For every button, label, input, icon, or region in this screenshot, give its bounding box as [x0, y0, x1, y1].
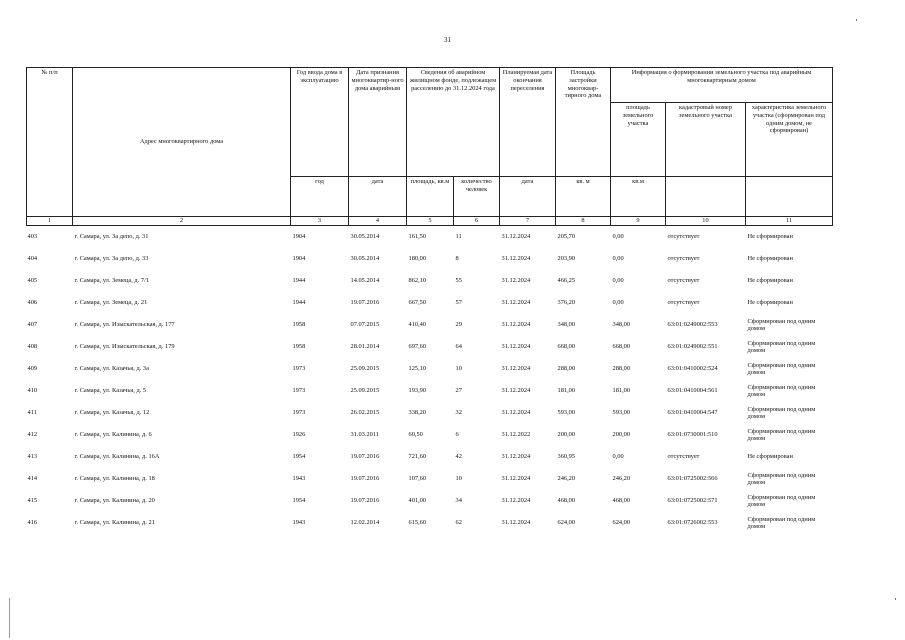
- row-land-area: 288,00: [612, 365, 631, 373]
- row-num: 414: [27, 475, 38, 483]
- row-built-area: 593,00: [557, 409, 576, 417]
- row-land-area: 181,00: [612, 387, 631, 395]
- table-row: [27, 512, 833, 534]
- row-num: 404: [27, 255, 38, 263]
- row-cadastral: 63:01:0726002:553: [667, 519, 718, 527]
- row-address: г. Самара, ул. Казачья, д. 3а: [74, 365, 149, 373]
- row-status: Сформирован под одним домом: [747, 339, 816, 354]
- row-area: 410,40: [408, 321, 427, 329]
- row-people: 42: [455, 453, 462, 461]
- row-cadastral: 63:01:0725002:566: [667, 475, 718, 483]
- row-area: 107,60: [408, 475, 427, 483]
- row-built-area: 468,00: [557, 497, 576, 505]
- row-land-area: 0,00: [612, 233, 624, 241]
- table-row: [27, 336, 833, 358]
- row-cadastral: отсутствует: [667, 255, 700, 263]
- column-number: 3: [291, 217, 349, 226]
- row-people: 34: [455, 497, 462, 505]
- unit-date: дата: [349, 177, 407, 217]
- col-recognition-header: Дата признания многоквартир-ного дома аварийным: [349, 68, 407, 177]
- row-year: 1943: [292, 475, 306, 483]
- table-row: [27, 490, 833, 512]
- row-date: 30.05.2014: [350, 255, 380, 263]
- column-number: 11: [746, 217, 833, 226]
- row-area: 721,60: [408, 453, 427, 461]
- row-address: г. Самара, ул. Изыскательская, д. 177: [74, 321, 175, 329]
- row-people: 11: [455, 233, 462, 241]
- row-built-area: 376,20: [557, 299, 576, 307]
- row-num: 403: [27, 233, 38, 241]
- unit-land-area: кв.м: [611, 177, 666, 217]
- row-address: г. Самара, ул. За депо, д. 31: [74, 233, 149, 241]
- row-built-area: 288,00: [557, 365, 576, 373]
- row-people: 27: [455, 387, 462, 395]
- row-people: 32: [455, 409, 462, 417]
- row-year: 1973: [292, 365, 306, 373]
- row-status: Не сформирован: [747, 277, 793, 285]
- row-cadastral: 63:01:0410004:561: [667, 387, 718, 395]
- row-planned: 31.12.2024: [501, 497, 531, 505]
- row-num: 410: [27, 387, 38, 395]
- row-year: 1943: [292, 519, 306, 527]
- row-cadastral: 63:01:0730001:510: [667, 431, 718, 439]
- column-number: 4: [349, 217, 407, 226]
- housing-register-table: [26, 67, 833, 534]
- table-row: [27, 468, 833, 490]
- col-built-area-header: Площадь застройки многоквар-тирного дома: [556, 68, 611, 177]
- column-number: 10: [666, 217, 746, 226]
- row-planned: 31.12.2024: [501, 233, 531, 241]
- column-number: 6: [454, 217, 500, 226]
- row-area: 401,00: [408, 497, 427, 505]
- row-built-area: 246,20: [557, 475, 576, 483]
- row-planned: 31.12.2024: [501, 321, 531, 329]
- unit-area: площадь, кв.м: [407, 177, 454, 217]
- row-date: 25.09.2015: [350, 365, 380, 373]
- row-num: 406: [27, 299, 38, 307]
- row-cadastral: 63:01:0725002:571: [667, 497, 718, 505]
- column-number: 8: [556, 217, 611, 226]
- table-row: [27, 314, 833, 336]
- table-row: [27, 226, 833, 249]
- table-row: [27, 358, 833, 380]
- row-cadastral: отсутствует: [667, 299, 700, 307]
- table-row: [27, 380, 833, 402]
- row-num: 416: [27, 519, 38, 527]
- row-area: 615,60: [408, 519, 427, 527]
- row-num: 405: [27, 277, 38, 285]
- row-address: г. Самара, ул. Калинина, д. 18: [74, 475, 155, 483]
- column-number: 9: [611, 217, 666, 226]
- row-num: 415: [27, 497, 38, 505]
- row-built-area: 205,70: [557, 233, 576, 241]
- row-planned: 31.12.2024: [501, 475, 531, 483]
- col-cadastral-header: кадастровый номер земельного участка: [666, 103, 746, 177]
- row-date: 19.07.2016: [350, 475, 380, 483]
- row-num: 411: [27, 409, 37, 417]
- column-number-row: [27, 217, 833, 226]
- table-row: [27, 402, 833, 424]
- row-built-area: 668,00: [557, 343, 576, 351]
- row-status: Сформирован под одним домом: [747, 427, 816, 442]
- row-planned: 31.12.2024: [501, 453, 531, 461]
- row-address: г. Самара, ул. Калинина, д. 21: [74, 519, 155, 527]
- row-date: 19.07.2016: [350, 299, 380, 307]
- row-status: Не сформирован: [747, 255, 793, 263]
- row-people: 29: [455, 321, 462, 329]
- row-land-area: 200,00: [612, 431, 631, 439]
- row-year: 1958: [292, 321, 306, 329]
- row-date: 31.03.2011: [350, 431, 380, 439]
- row-address: г. Самара, ул. Калинина, д. 16А: [74, 453, 160, 461]
- row-planned: 31.12.2022: [501, 431, 531, 439]
- row-status: Не сформирован: [747, 299, 793, 307]
- row-cadastral: отсутствует: [667, 233, 700, 241]
- row-land-area: 0,00: [612, 277, 624, 285]
- row-status: Сформирован под одним домом: [747, 405, 816, 420]
- row-status: Не сформирован: [747, 453, 793, 461]
- row-people: 6: [455, 431, 459, 439]
- row-date: 07.07.2015: [350, 321, 380, 329]
- row-date: 28.01.2014: [350, 343, 380, 351]
- row-people: 64: [455, 343, 462, 351]
- row-date: 26.02.2015: [350, 409, 380, 417]
- row-cadastral: отсутствует: [667, 453, 700, 461]
- edge-mark-top-right: [856, 19, 857, 21]
- row-area: 125,10: [408, 365, 427, 373]
- row-status: Сформирован под одним домом: [747, 317, 816, 332]
- row-land-area: 624,00: [612, 519, 631, 527]
- row-status: Сформирован под одним домом: [747, 361, 816, 376]
- row-land-area: 348,00: [612, 321, 631, 329]
- row-area: 667,50: [408, 299, 427, 307]
- col-year-header: Год ввода дома в эксплуатацию: [291, 68, 349, 177]
- row-area: 60,50: [408, 431, 423, 439]
- row-land-area: 593,00: [612, 409, 631, 417]
- unit-people: количество человек: [454, 177, 500, 217]
- row-people: 10: [455, 365, 462, 373]
- column-number: 7: [500, 217, 556, 226]
- row-planned: 31.12.2024: [501, 387, 531, 395]
- row-address: г. Самара, ул. Калинина, д. 6: [74, 431, 152, 439]
- row-cadastral: 63:01:0249002:553: [667, 321, 718, 329]
- row-date: 14.05.2014: [350, 277, 380, 285]
- row-num: 408: [27, 343, 38, 351]
- row-status: Не сформирован: [747, 233, 793, 241]
- unit-built-area: кв. м: [556, 177, 611, 217]
- row-people: 55: [455, 277, 462, 285]
- row-date: 30.05.2014: [350, 233, 380, 241]
- row-area: 193,90: [408, 387, 427, 395]
- row-area: 697,60: [408, 343, 427, 351]
- row-year: 1904: [292, 233, 306, 241]
- row-year: 1973: [292, 387, 306, 395]
- edge-mark-right: [895, 598, 896, 600]
- table-row: [27, 292, 833, 314]
- row-address: г. Самара, ул. За депо, д. 33: [74, 255, 149, 263]
- row-year: 1926: [292, 431, 306, 439]
- row-built-area: 624,00: [557, 519, 576, 527]
- row-status: Сформирован под одним домом: [747, 493, 816, 508]
- col-land-char-header: характеристика земельного участка (сформирован под одним домом, не сформирован): [746, 103, 833, 177]
- row-built-area: 360,95: [557, 453, 576, 461]
- table-row: [27, 446, 833, 468]
- col-land-group-header: Информация о формировании земельного участка под аварийным многоквартирным домом: [611, 68, 833, 103]
- row-date: 25.09.2015: [350, 387, 380, 395]
- row-num: 413: [27, 453, 38, 461]
- row-address: г. Самара, ул. Изыскательская, д. 179: [74, 343, 175, 351]
- row-area: 862,10: [408, 277, 427, 285]
- row-built-area: 348,00: [557, 321, 576, 329]
- table-row: [27, 270, 833, 292]
- row-planned: 31.12.2024: [501, 277, 531, 285]
- row-date: 19.07.2016: [350, 453, 380, 461]
- page-number: 31: [444, 36, 451, 44]
- unit-cadastral-empty: [666, 177, 746, 217]
- row-area: 180,00: [408, 255, 427, 263]
- col-planned-header: Планируемая дата окончания переселения: [500, 68, 556, 177]
- row-status: Сформирован под одним домом: [747, 515, 816, 530]
- row-built-area: 466,25: [557, 277, 576, 285]
- row-year: 1973: [292, 409, 306, 417]
- col-num-header: № п/п: [27, 68, 73, 217]
- row-people: 57: [455, 299, 462, 307]
- row-year: 1944: [292, 277, 306, 285]
- unit-year: год: [291, 177, 349, 217]
- row-address: г. Самара, ул. Казачья, д. 5: [74, 387, 147, 395]
- row-land-area: 0,00: [612, 299, 624, 307]
- row-address: г. Самара, ул. Земеца, д. 7/1: [74, 277, 150, 285]
- row-num: 412: [27, 431, 38, 439]
- row-planned: 31.12.2024: [501, 519, 531, 527]
- row-land-area: 246,20: [612, 475, 631, 483]
- row-land-area: 668,00: [612, 343, 631, 351]
- column-number: 5: [407, 217, 454, 226]
- row-area: 161,50: [408, 233, 427, 241]
- row-year: 1904: [292, 255, 306, 263]
- row-year: 1944: [292, 299, 306, 307]
- unit-land-char-empty: [746, 177, 833, 217]
- row-land-area: 468,00: [612, 497, 631, 505]
- register-rows: [27, 226, 833, 535]
- row-date: 19.07.2016: [350, 497, 380, 505]
- row-num: 409: [27, 365, 38, 373]
- row-land-area: 0,00: [612, 453, 624, 461]
- col-address-header: Адрес многоквартирного дома: [73, 68, 291, 217]
- row-land-area: 0,00: [612, 255, 624, 263]
- unit-planned-date: дата: [500, 177, 556, 217]
- row-address: г. Самара, ул. Земеца, д. 21: [74, 299, 148, 307]
- row-built-area: 181,00: [557, 387, 576, 395]
- row-address: г. Самара, ул. Калинина, д. 20: [74, 497, 155, 505]
- row-address: г. Самара, ул. Казачья, д. 12: [74, 409, 150, 417]
- row-people: 8: [455, 255, 459, 263]
- column-number: 2: [73, 217, 291, 226]
- row-people: 10: [455, 475, 462, 483]
- row-num: 407: [27, 321, 38, 329]
- row-cadastral: 63:01:0410002:524: [667, 365, 718, 373]
- row-planned: 31.12.2024: [501, 255, 531, 263]
- row-date: 12.02.2014: [350, 519, 380, 527]
- row-planned: 31.12.2024: [501, 343, 531, 351]
- row-cadastral: 63:01:0410004:547: [667, 409, 718, 417]
- edge-mark-left: [9, 598, 10, 638]
- row-planned: 31.12.2024: [501, 365, 531, 373]
- col-land-area-header: площадь земельного участка: [611, 103, 666, 177]
- column-number: 1: [27, 217, 73, 226]
- row-status: Сформирован под одним домом: [747, 471, 816, 486]
- row-year: 1954: [292, 453, 306, 461]
- row-cadastral: 63:01:0249002:551: [667, 343, 718, 351]
- row-year: 1958: [292, 343, 306, 351]
- table-row: [27, 248, 833, 270]
- col-housing-group-header: Сведения об аварийном жилищном фонде, подлежащем расселению до 31.12.2024 года: [407, 68, 500, 177]
- row-planned: 31.12.2024: [501, 409, 531, 417]
- row-year: 1954: [292, 497, 306, 505]
- row-built-area: 200,00: [557, 431, 576, 439]
- row-built-area: 203,90: [557, 255, 576, 263]
- row-cadastral: отсутствует: [667, 277, 700, 285]
- row-area: 338,20: [408, 409, 427, 417]
- table-row: [27, 424, 833, 446]
- row-planned: 31.12.2024: [501, 299, 531, 307]
- row-status: Сформирован под одним домом: [747, 383, 816, 398]
- row-people: 62: [455, 519, 462, 527]
